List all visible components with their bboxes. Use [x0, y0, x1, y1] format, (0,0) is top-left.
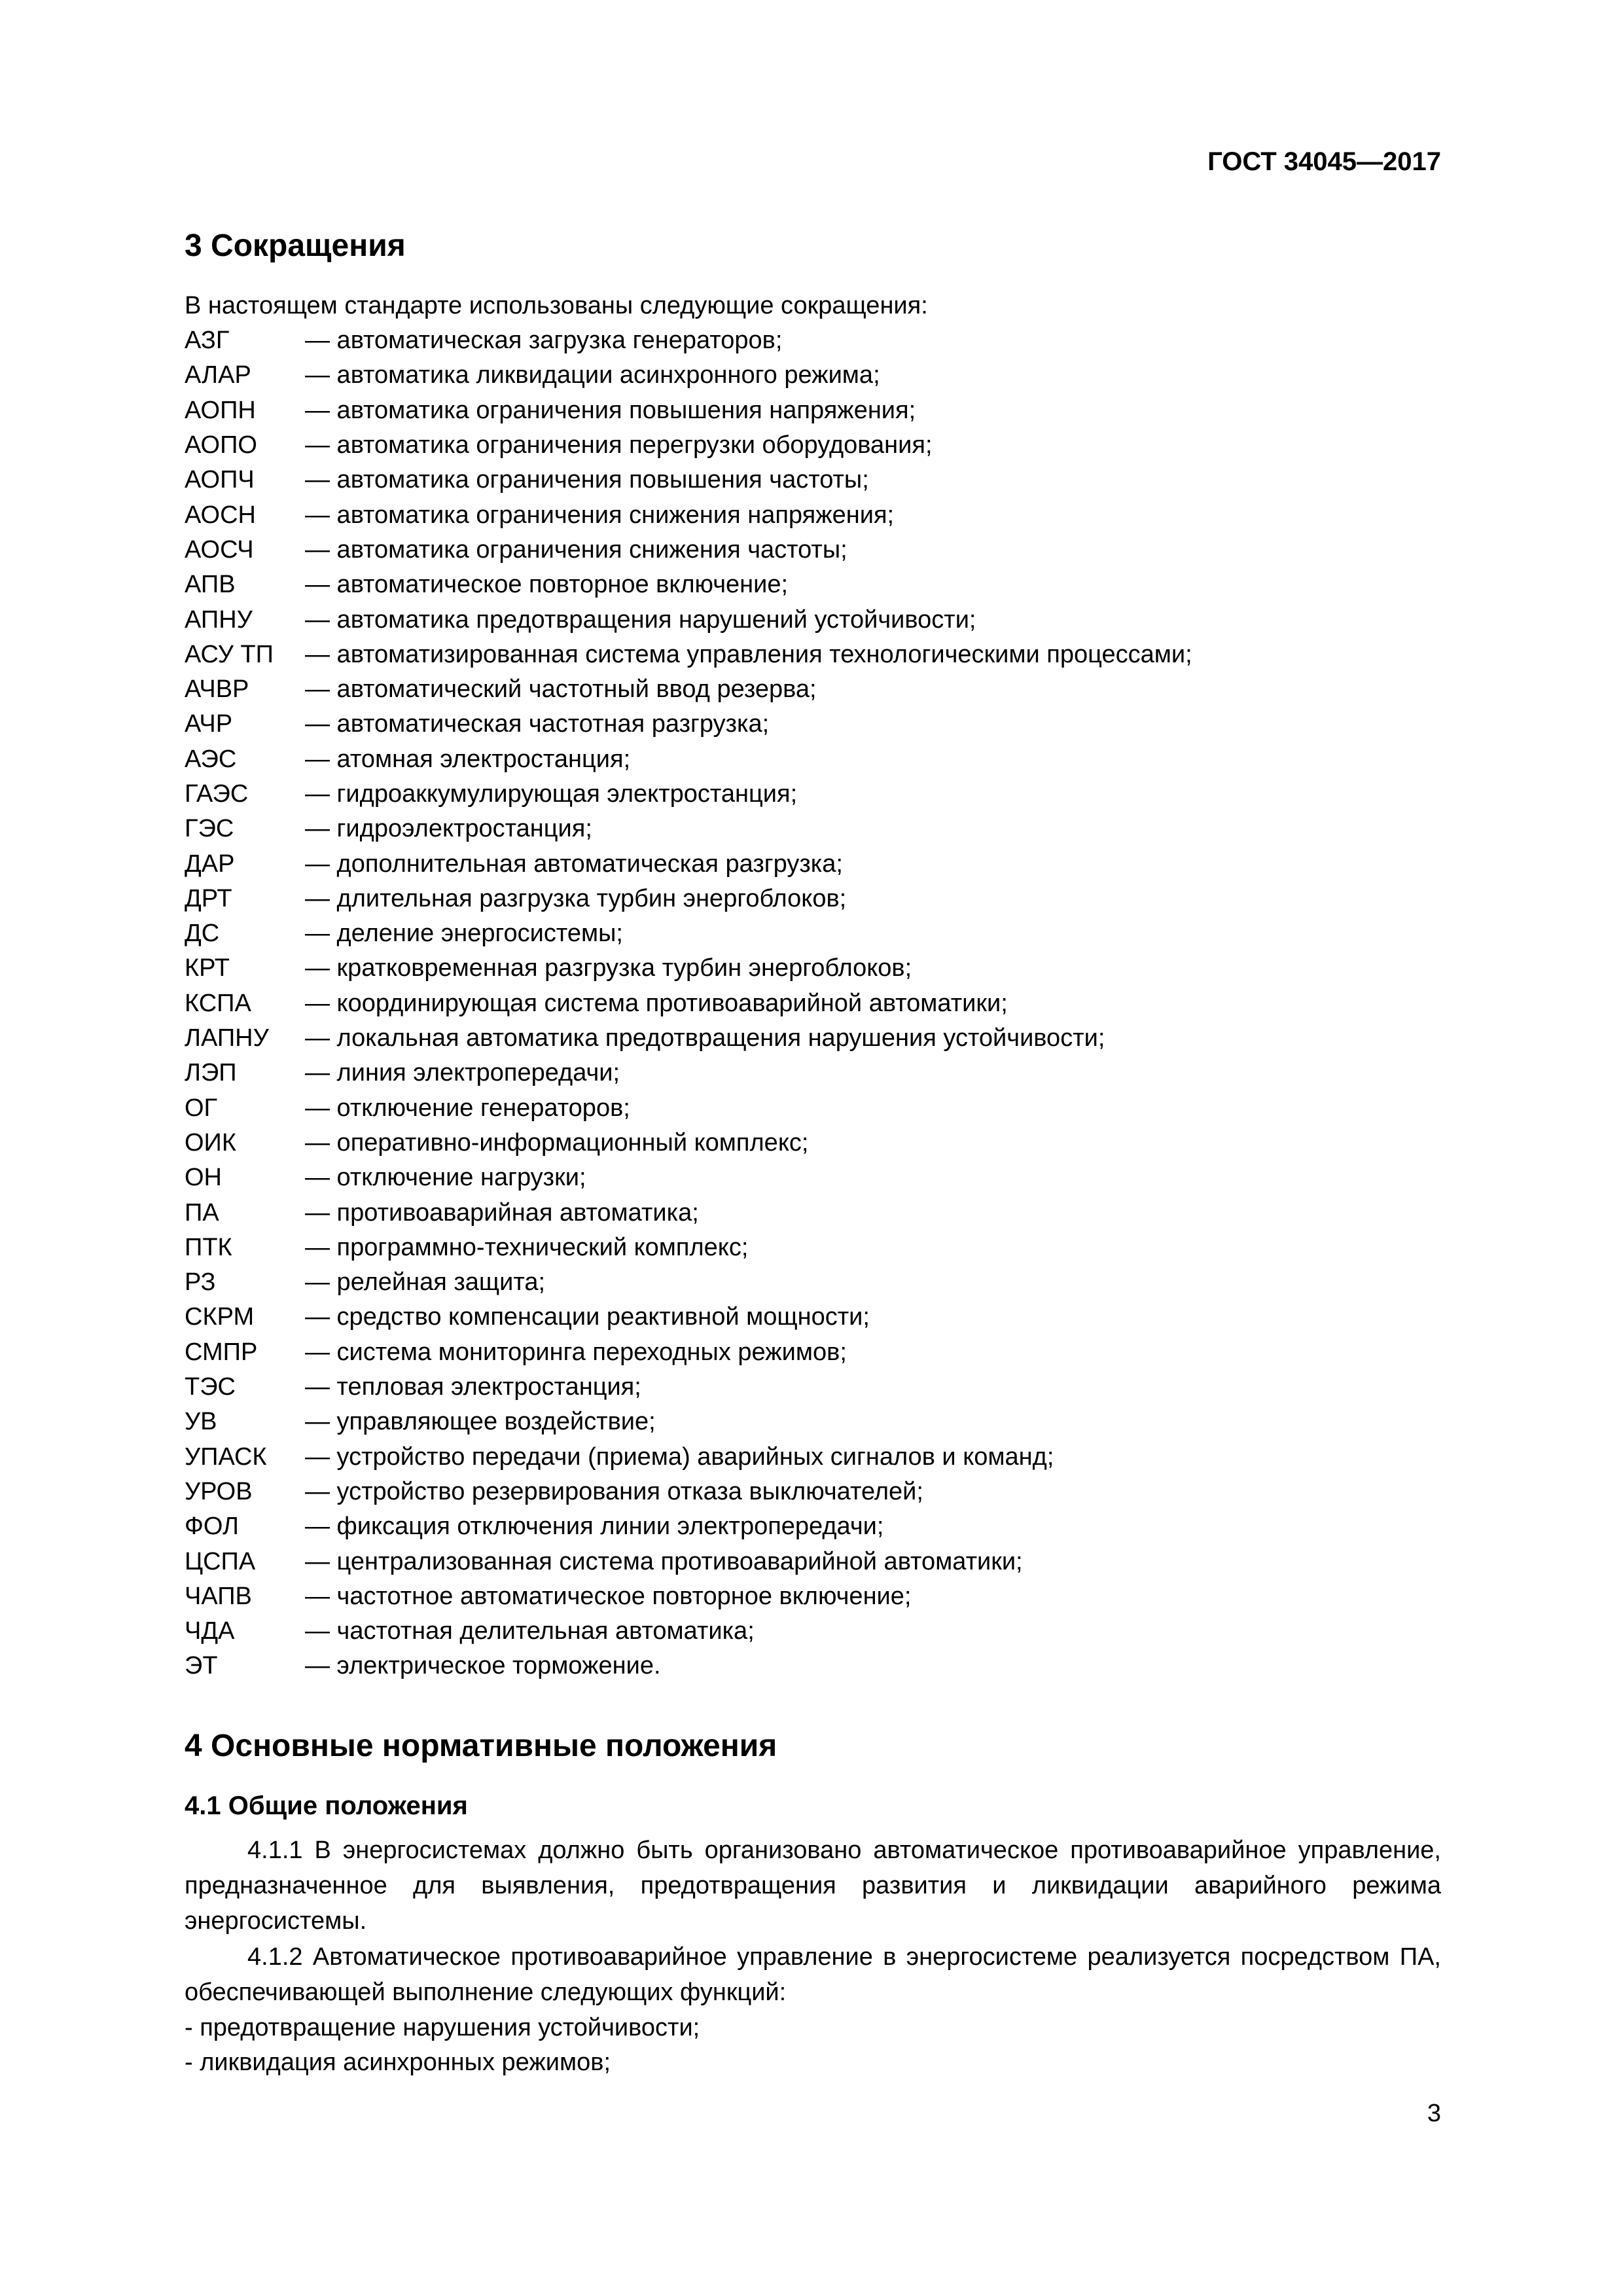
abbreviation-definition: — отключение генераторов; [305, 1094, 630, 1122]
abbreviation-term: СМПР [185, 1338, 258, 1366]
abbreviation-definition: — кратковременная разгрузка турбин энергоблоков; [305, 954, 912, 982]
abbreviation-term: ЧДА [185, 1617, 235, 1645]
abbreviation-row [185, 428, 1192, 463]
abbreviation-term: АСУ ТП [185, 640, 274, 668]
abbreviation-definition: — деление энергосистемы; [305, 920, 623, 948]
abbreviation-term: АЧР [185, 710, 233, 738]
abbreviation-definition: — устройство передачи (приема) аварийных сигналов и команд; [305, 1443, 1054, 1471]
abbreviation-term: АОПО [185, 431, 257, 459]
abbreviation-definition: — средство компенсации реактивной мощности; [305, 1303, 870, 1331]
abbreviation-row [185, 1195, 1192, 1230]
abbreviation-definition: — автоматика предотвращения нарушений устойчивости; [305, 605, 976, 634]
section-4-title: 4 Основные нормативные положения [185, 1729, 777, 1763]
paragraph-4-1-2: 4.1.2 Автоматическое противоаварийное управление в энергосистеме реализуется посредством ПА, обеспечивающей выполнение следующих функций: [185, 1943, 1441, 2006]
abbreviation-term: АЛАР [185, 361, 251, 389]
abbreviation-definition: — атомная электростанция; [305, 745, 631, 773]
abbreviation-term: ДАР [185, 850, 235, 878]
abbreviation-row [185, 1440, 1192, 1475]
abbreviation-row [185, 1370, 1192, 1405]
abbreviation-term: ФОЛ [185, 1513, 239, 1541]
abbreviation-term: АОПЧ [185, 466, 255, 494]
abbreviation-term: ОН [185, 1164, 222, 1192]
abbreviation-term: РЗ [185, 1268, 216, 1297]
abbreviation-term: ТЭС [185, 1373, 236, 1401]
abbreviation-definition: — гидроэлектростанция; [305, 815, 592, 843]
subsection-4-1-title: 4.1 Общие положения [185, 1791, 468, 1820]
abbreviation-definition: — длительная разгрузка турбин энергоблоков; [305, 884, 847, 912]
abbreviation-row [185, 323, 1192, 358]
abbreviation-row [185, 533, 1192, 567]
abbreviation-definition: — система мониторинга переходных режимов; [305, 1338, 847, 1366]
abbreviation-term: КСПА [185, 989, 251, 1017]
abbreviation-row [185, 1649, 1192, 1683]
abbreviation-row [185, 1265, 1192, 1300]
abbreviation-definition: — автоматическое повторное включение; [305, 571, 789, 599]
abbreviation-term: ДС [185, 920, 220, 948]
abbreviation-row [185, 1056, 1192, 1090]
abbreviation-row [185, 497, 1192, 532]
abbreviation-term: АПНУ [185, 605, 253, 634]
abbreviation-definition: — программно-технический комплекс; [305, 1233, 749, 1261]
abbreviation-row [185, 707, 1192, 742]
abbreviation-definition: — координирующая система противоаварийной автоматики; [305, 989, 1008, 1017]
abbreviation-row [185, 358, 1192, 393]
abbreviation-row [185, 951, 1192, 986]
abbreviations-intro: В настоящем стандарте использованы следующие сокращения: [185, 292, 928, 319]
abbreviation-term: АОСЧ [185, 535, 254, 564]
abbreviation-term: УВ [185, 1408, 217, 1436]
abbreviation-term: КРТ [185, 954, 230, 982]
abbreviation-row [185, 1091, 1192, 1126]
abbreviation-row [185, 672, 1192, 707]
abbreviation-definition: — автоматика ограничения перегрузки оборудования; [305, 431, 933, 459]
abbreviation-definition: — линия электропередачи; [305, 1059, 620, 1087]
abbreviation-row [185, 1335, 1192, 1370]
abbreviation-definition: — автоматика ограничения снижения частоты; [305, 535, 847, 564]
abbreviation-definition: — автоматическая загрузка генераторов; [305, 327, 783, 355]
abbreviation-definition: — тепловая электростанция; [305, 1373, 641, 1401]
abbreviation-term: ПА [185, 1198, 219, 1227]
section-3-title: 3 Сокращения [185, 228, 406, 263]
abbreviations-list [185, 323, 1192, 1684]
abbreviation-term: ОГ [185, 1094, 218, 1122]
abbreviation-row [185, 602, 1192, 637]
document-code: ГОСТ 34045—2017 [1207, 147, 1441, 176]
abbreviation-definition: — гидроаккумулирующая электростанция; [305, 780, 798, 808]
abbreviation-definition: — локальная автоматика предотвращения нарушения устойчивости; [305, 1024, 1105, 1052]
abbreviation-term: ЛЭП [185, 1059, 237, 1087]
abbreviation-term: ДРТ [185, 884, 232, 912]
abbreviation-definition: — дополнительная автоматическая разгрузка; [305, 850, 843, 878]
abbreviation-definition: — автоматика ограничения повышения напряжения; [305, 396, 916, 424]
abbreviation-definition: — частотная делительная автоматика; [305, 1617, 755, 1645]
abbreviation-term: АОСН [185, 501, 256, 529]
abbreviation-term: АПВ [185, 571, 236, 599]
abbreviation-definition: — оперативно-информационный комплекс; [305, 1128, 809, 1157]
abbreviation-term: ГЭС [185, 815, 234, 843]
abbreviation-term: ЭТ [185, 1652, 218, 1680]
abbreviation-row [185, 1405, 1192, 1439]
abbreviation-definition: — автоматика ограничения повышения частоты; [305, 466, 869, 494]
abbreviation-definition: — релейная защита; [305, 1268, 546, 1297]
abbreviation-row [185, 1475, 1192, 1509]
abbreviation-row [185, 637, 1192, 672]
abbreviation-definition: — устройство резервирования отказа выключателей; [305, 1477, 923, 1505]
abbreviation-term: СКРМ [185, 1303, 255, 1331]
abbreviation-row [185, 742, 1192, 777]
abbreviation-definition: — отключение нагрузки; [305, 1164, 586, 1192]
abbreviation-term: АЭС [185, 745, 237, 773]
abbreviation-row [185, 916, 1192, 951]
abbreviation-row [185, 777, 1192, 812]
abbreviation-row [185, 986, 1192, 1021]
abbreviation-term: УРОВ [185, 1477, 253, 1505]
abbreviation-row [185, 463, 1192, 497]
abbreviation-row [185, 567, 1192, 602]
abbreviation-definition: — частотное автоматическое повторное включение; [305, 1582, 912, 1610]
abbreviation-definition: — автоматика ликвидации асинхронного режима; [305, 361, 880, 389]
abbreviation-row [185, 812, 1192, 846]
abbreviation-row [185, 1579, 1192, 1614]
abbreviation-row [185, 1300, 1192, 1335]
abbreviation-term: УПАСК [185, 1443, 267, 1471]
abbreviation-term: ЦСПА [185, 1547, 256, 1575]
abbreviation-definition: — автоматическая частотная разгрузка; [305, 710, 770, 738]
abbreviation-row [185, 1230, 1192, 1265]
abbreviation-term: ГАЭС [185, 780, 249, 808]
abbreviation-term: АОПН [185, 396, 256, 424]
abbreviation-row [185, 393, 1192, 428]
abbreviation-term: ЛАПНУ [185, 1024, 269, 1052]
abbreviation-term: АЧВР [185, 675, 249, 704]
abbreviation-row [185, 1126, 1192, 1160]
abbreviation-definition: — фиксация отключения линии электропередачи; [305, 1513, 884, 1541]
abbreviation-term: ПТК [185, 1233, 232, 1261]
abbreviation-row [185, 846, 1192, 881]
page-number: 3 [1427, 2100, 1441, 2127]
abbreviation-row [185, 1614, 1192, 1649]
abbreviation-term: ОИК [185, 1128, 237, 1157]
abbreviation-definition: — автоматизированная система управления технологическими процессами; [305, 640, 1192, 668]
abbreviation-definition: — электрическое торможение. [305, 1652, 661, 1680]
function-item: - ликвидация асинхронных режимов; [185, 2049, 611, 2076]
abbreviation-term: ЧАПВ [185, 1582, 252, 1610]
abbreviation-row [185, 1509, 1192, 1544]
abbreviation-definition: — централизованная система противоаварийной автоматики; [305, 1547, 1023, 1575]
abbreviation-row [185, 1160, 1192, 1195]
abbreviation-row [185, 882, 1192, 916]
abbreviation-definition: — автоматика ограничения снижения напряжения; [305, 501, 895, 529]
abbreviation-definition: — автоматический частотный ввод резерва; [305, 675, 817, 704]
abbreviation-term: АЗГ [185, 327, 230, 355]
abbreviation-definition: — противоаварийная автоматика; [305, 1198, 699, 1227]
function-item: - предотвращение нарушения устойчивости; [185, 2014, 700, 2041]
paragraph-4-1-1: 4.1.1 В энергосистемах должно быть организовано автоматическое противоаварийное управление, предназначенное для выявления, предотвращения развития и ликвидации аварийного режима энергосистемы. [185, 1837, 1441, 1935]
abbreviation-row [185, 1021, 1192, 1056]
abbreviation-definition: — управляющее воздействие; [305, 1408, 656, 1436]
abbreviation-row [185, 1544, 1192, 1579]
